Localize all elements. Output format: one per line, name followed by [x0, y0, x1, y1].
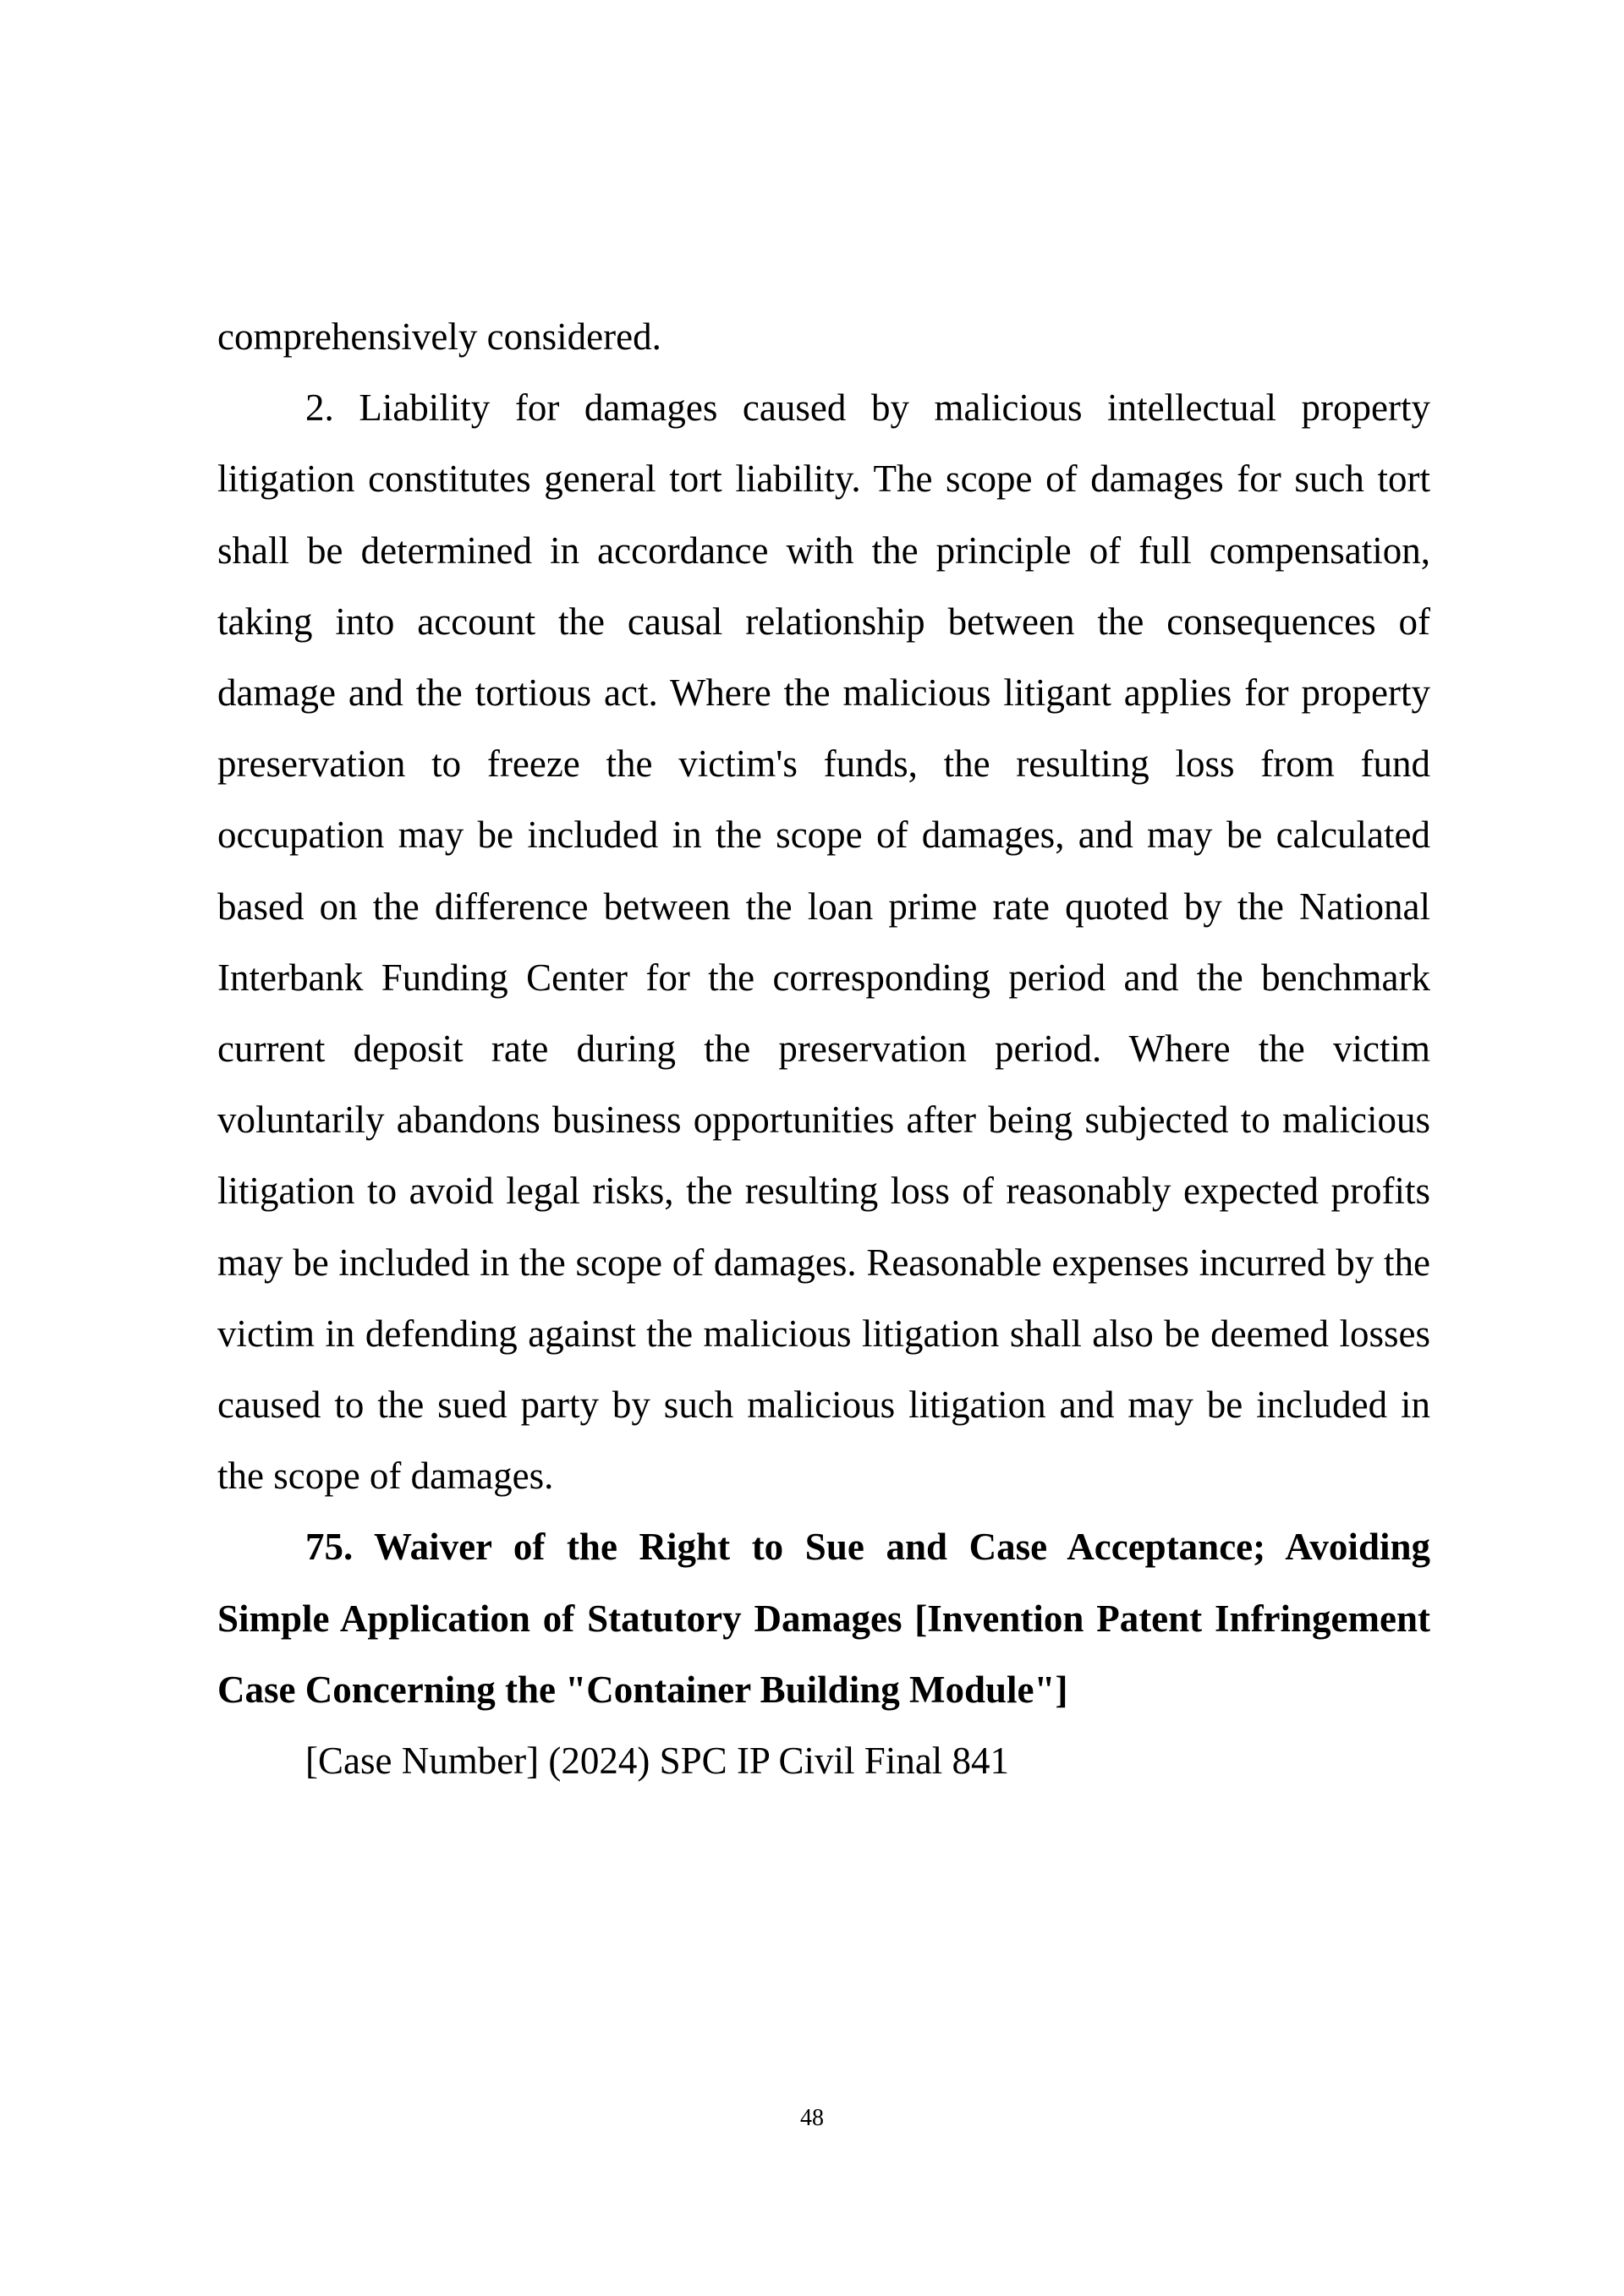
case-number-line: [Case Number] (2024) SPC IP Civil Final 841 [305, 1740, 1010, 1783]
page-number: 48 [800, 2105, 824, 2131]
paragraph-point-2-damages-liability: 2. Liability for damages caused by malicious intellectual property litigation constitutes general tort liability. The scope of damages for such tort shall be determined in accordance with the principle of full compensation, taking into account the causal relationship between the consequences of damage and the tortious act. Where the malicious litigant applies for property preservation to freeze the victim's funds, the resulting loss from fund occupation may be included in the scope of damages, and may be calculated based on the difference between the loan prime rate quoted by the National Interbank Funding Center for the corresponding period and the benchmark current deposit rate during the preservation period. Where the victim voluntarily abandons business opportunities after being subjected to malicious litigation to avoid legal risks, the resulting loss of reasonably expected profits may be included in the scope of damages. Reasonable expenses incurred by the victim in defending against the malicious litigation shall also be deemed losses caused to the sued party by such malicious litigation and may be included in the scope of damages. [217, 386, 1430, 1498]
paragraph-continuation: comprehensively considered. [217, 315, 661, 358]
case-75-heading: 75. Waiver of the Right to Sue and Case Acceptance; Avoiding Simple Application of Statutory Damages [Invention Patent Infringement Case Concerning the "Container Building Module"] [217, 1526, 1430, 1711]
document-page [217, 301, 1430, 1796]
